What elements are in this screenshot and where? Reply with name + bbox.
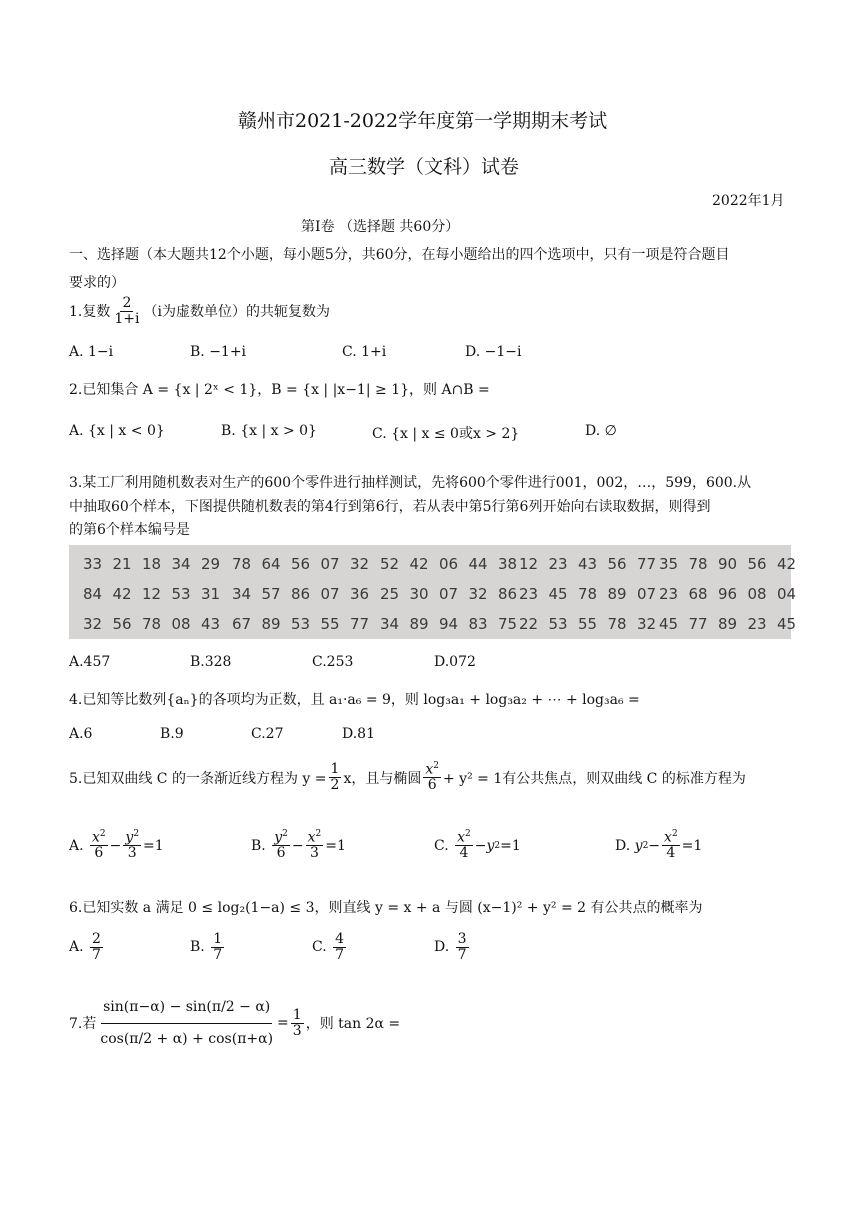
table-cell: 77 [350,615,370,633]
table-cell: 23 [659,585,679,603]
table-cell: 23 [519,585,539,603]
table-cell: 12 [142,585,162,603]
table-cell: 57 [261,585,281,603]
table-cell: 44 [468,555,488,573]
table-cell: 35 [659,555,679,573]
table-cell: 33 [83,555,103,573]
q5-suffix: + y² = 1有公共焦点，则双曲线 C 的标准方程为 [442,770,746,787]
table-cell: 43 [201,615,221,633]
table-cell: 56 [112,615,132,633]
table-cell: 89 [718,615,738,633]
table-cell: 42 [409,555,429,573]
q2-option-b: B. {x | x > 0} [221,423,317,439]
table-cell: 43 [578,555,598,573]
question-3-line-1: 3.某工厂利用随机数表对生产的600个零件进行抽样测试，先将600个零件进行001，002，…，599，600.从 [69,475,752,491]
q1-fraction: $\frac{2}{1+i}$ [114,295,140,327]
table-cell: 78 [578,585,598,603]
table-cell: 56 [291,555,311,573]
table-cell: 06 [439,555,459,573]
question-7 [69,992,400,1055]
table-cell: 32 [350,555,370,573]
q2-option-a: A. {x | x < 0} [69,423,165,439]
table-cell: 34 [171,555,191,573]
exam-title: 赣州市2021-2022学年度第一学期期末考试 [238,110,608,132]
q3-option-d: D.072 [434,654,476,670]
exam-subtitle: 高三数学（文科）试卷 [329,156,520,178]
table-cell: 75 [498,615,518,633]
table-cell: 45 [548,585,568,603]
q7-prefix: 7.若 [69,1016,97,1033]
table-cell: 12 [519,555,539,573]
q1-option-c: C. 1+i [342,344,387,360]
table-cell: 36 [350,585,370,603]
q1-option-a: A. 1−i [69,344,114,360]
q7-rhs-fraction: $\frac{1}{3}$ [292,1007,302,1039]
table-cell: 94 [439,615,459,633]
q6-option-b: B. $\frac{1}{7}$ [190,931,223,963]
question-2: 2.已知集合 A = {x | 2ˣ < 1}，B = {x | |x−1| ≥ 1}，则 A∩B = [69,382,490,398]
q2-option-d: D. ∅ [585,423,617,439]
question-3-line-2: 中抽取60个样本，下图提供随机数表的第4行到第6行，若从表中第5行第6列开始向右读取数据，则得到 [69,499,711,515]
table-cell: 64 [261,555,281,573]
table-cell: 89 [607,585,627,603]
table-cell: 77 [688,615,708,633]
table-cell: 86 [291,585,311,603]
table-cell: 07 [320,585,340,603]
table-cell: 89 [261,615,281,633]
table-cell: 08 [747,585,767,603]
random-number-table [69,545,797,639]
table-cell: 08 [171,615,191,633]
q4-option-a: A.6 [69,726,93,742]
q7-main-fraction: $\frac{\sin(\pi-\alpha) - \sin(\pi/2 - \alpha)}{\cos(\pi/2 + \alpha) + \cos(\pi+\alpha)}$ [98,992,275,1055]
table-cell: 29 [201,555,221,573]
table-row [69,615,797,641]
table-cell: 53 [171,585,191,603]
question-1 [69,296,330,326]
q1-suffix: （i为虚数单位）的共轭复数为 [143,304,330,321]
table-cell: 78 [607,615,627,633]
table-cell: 78 [142,615,162,633]
q5-ellipse-fraction: $\frac{x^2}{6}$ [425,761,439,794]
exam-date: 2022年1月 [712,193,785,209]
table-cell: 77 [637,555,657,573]
q5-option-a: A. $\frac{x^2}{6}$ − $\frac{y^2}{3}$ =1 [69,829,164,862]
q3-option-a: A.457 [69,654,111,670]
table-cell: 21 [112,555,132,573]
table-cell: 96 [718,585,738,603]
q3-option-b: B.328 [190,654,232,670]
question-3-line-3: 的第6个样本编号是 [69,522,190,538]
table-cell: 07 [637,585,657,603]
table-cell: 68 [688,585,708,603]
section-heading: 第I卷 （选择题 共60分） [301,219,460,235]
q6-option-d: D. $\frac{3}{7}$ [434,931,467,963]
q7-equals: = [277,1015,289,1032]
q4-option-b: B.9 [160,726,184,742]
table-cell: 83 [468,615,488,633]
q5-slope-fraction: $\frac{1}{2}$ [330,761,340,794]
q5-option-c: C. $\frac{x^2}{4}$ − y 2 =1 [434,829,521,862]
table-cell: 07 [320,555,340,573]
table-cell: 56 [607,555,627,573]
table-cell: 55 [320,615,340,633]
q3-option-c: C.253 [312,654,354,670]
q1-prefix: 1.复数 [69,304,111,321]
table-row [69,555,797,581]
q6-option-c: C. $\frac{4}{7}$ [312,931,345,963]
table-cell: 89 [409,615,429,633]
table-cell: 38 [498,555,518,573]
table-cell: 84 [83,585,103,603]
q5-prefix: 5.已知双曲线 C 的一条渐近线方程为 y = [69,770,327,787]
table-cell: 32 [83,615,103,633]
table-cell: 32 [637,615,657,633]
table-cell: 04 [777,585,797,603]
q4-option-c: C.27 [251,726,284,742]
q2-option-c: C. {x | x ≤ 0或x > 2} [372,426,520,442]
table-cell: 42 [777,555,797,573]
table-cell: 52 [380,555,400,573]
table-cell: 34 [380,615,400,633]
table-cell: 23 [548,555,568,573]
table-cell: 07 [439,585,459,603]
table-cell: 32 [468,585,488,603]
q1-option-b: B. −1+i [190,344,247,360]
question-4: 4.已知等比数列{aₙ}的各项均为正数，且 a₁·a₆ = 9，则 log₃a₁ + log₃a₂ + ⋯ + log₃a₆ = [69,692,640,708]
table-cell: 30 [409,585,429,603]
instructions-line-1: 一、选择题（本大题共12个小题，每小题5分，共60分，在每小题给出的四个选项中，只有一项是符合题目 [69,247,730,263]
table-cell: 25 [380,585,400,603]
table-cell: 18 [142,555,162,573]
table-cell: 56 [747,555,767,573]
table-cell: 55 [578,615,598,633]
q5-option-d: D. y 2 − $\frac{x^2}{4}$ =1 [615,829,703,862]
table-cell: 53 [291,615,311,633]
question-6: 6.已知实数 a 满足 0 ≤ log₂(1−a) ≤ 3，则直线 y = x + a 与圆 (x−1)² + y² = 2 有公共点的概率为 [69,900,703,916]
table-cell: 23 [747,615,767,633]
table-cell: 53 [548,615,568,633]
question-5 [69,762,746,793]
q1-option-d: D. −1−i [465,344,522,360]
table-cell: 34 [232,585,252,603]
q7-suffix: ，则 tan 2α = [305,1016,401,1033]
table-cell: 31 [201,585,221,603]
table-cell: 90 [718,555,738,573]
table-cell: 45 [777,615,797,633]
q5-option-b: B. $\frac{y^2}{6}$ − $\frac{x^2}{3}$ =1 [251,829,346,862]
instructions-line-2: 要求的） [69,275,125,291]
table-cell: 45 [659,615,679,633]
table-cell: 67 [232,615,252,633]
table-cell: 78 [688,555,708,573]
table-row [69,585,797,611]
table-cell: 86 [498,585,518,603]
q4-option-d: D.81 [342,726,375,742]
table-cell: 42 [112,585,132,603]
q6-option-a: A. $\frac{2}{7}$ [69,931,101,963]
q5-mid: x，且与椭圆 [343,770,422,787]
table-cell: 78 [232,555,252,573]
table-cell: 22 [519,615,539,633]
